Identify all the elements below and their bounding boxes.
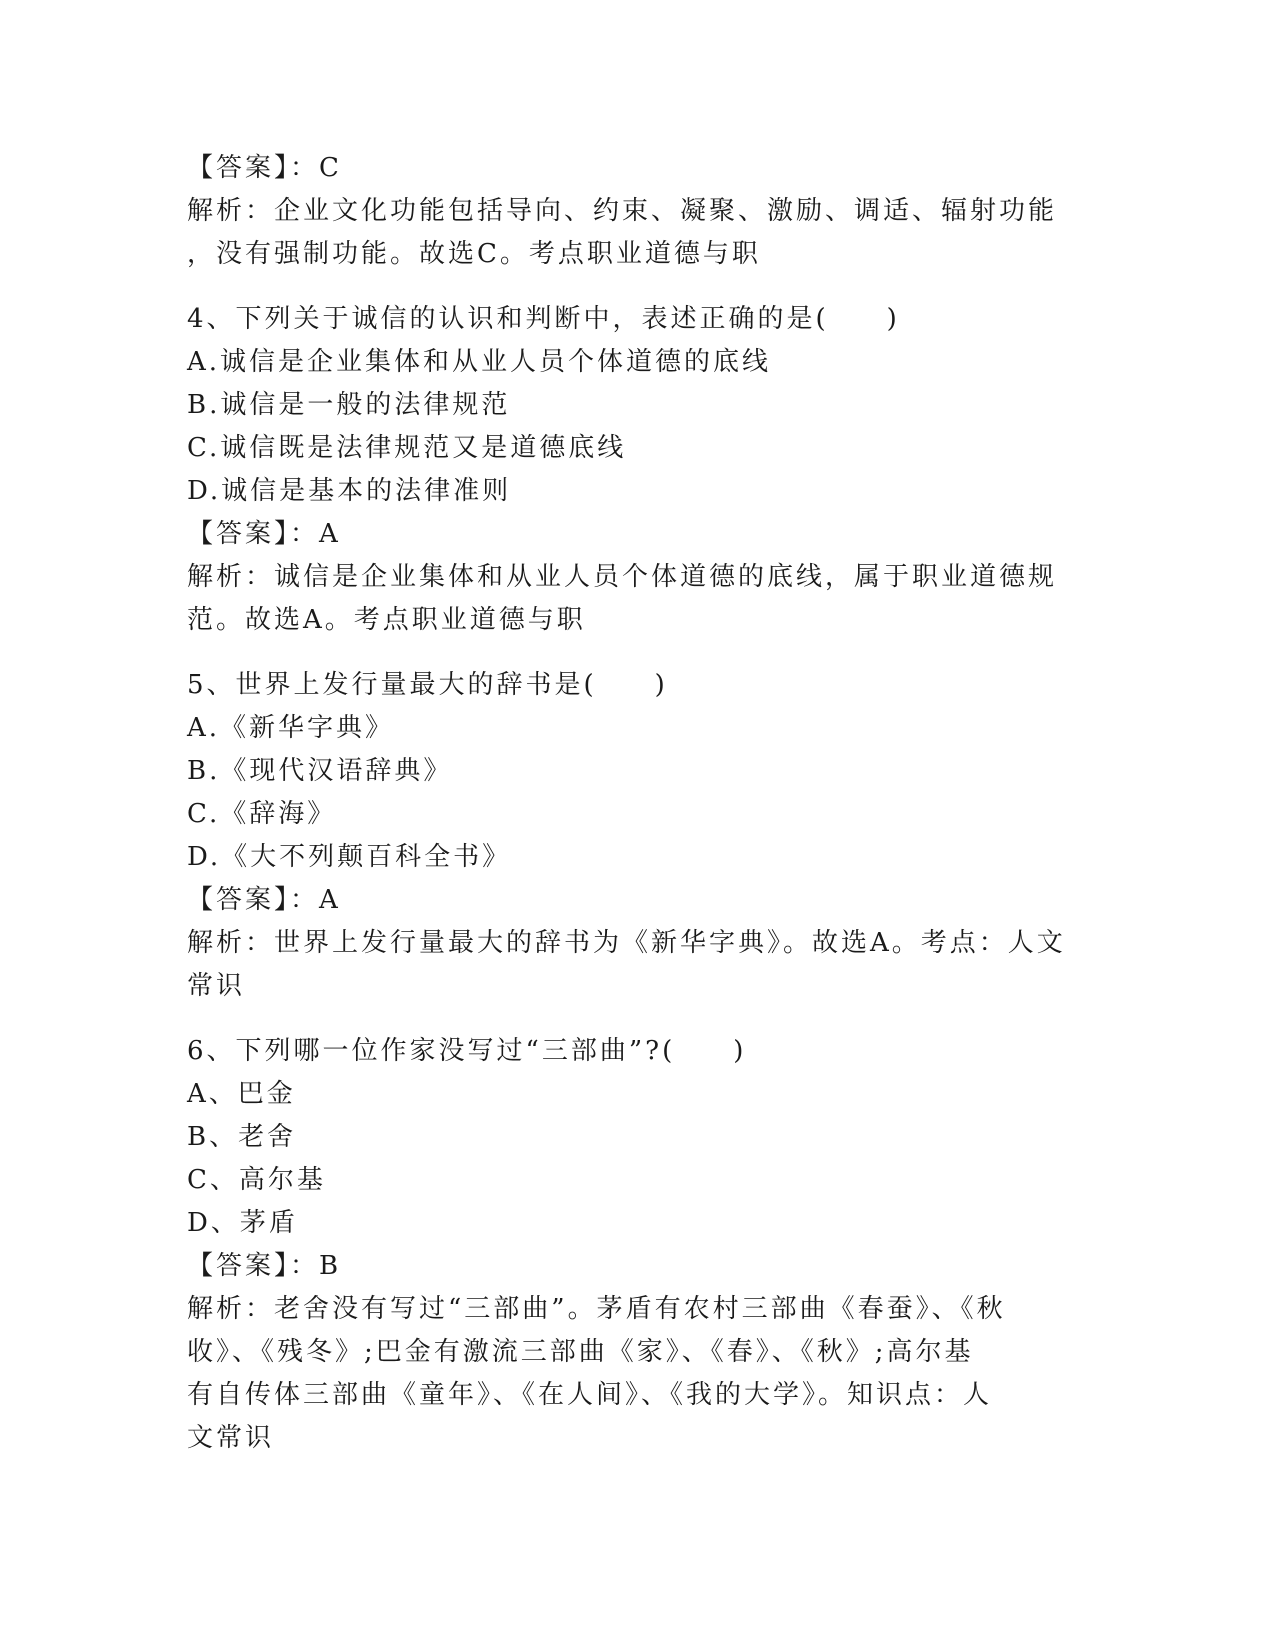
q6-explanation-line-2: 收》、《残冬》;巴金有激流三部曲《家》、《春》、《秋》;高尔基 bbox=[187, 1337, 974, 1367]
q5-answer-value: A bbox=[319, 885, 341, 915]
q6-explanation-line-4: 文常识 bbox=[187, 1423, 275, 1453]
q4-answer bbox=[187, 513, 1087, 556]
q5-option-c: C.《辞海》 bbox=[187, 799, 337, 829]
q3-answer bbox=[187, 147, 1087, 190]
q6-option-b: B、老舍 bbox=[187, 1122, 297, 1152]
q4-answer-prefix: 【答案】： bbox=[187, 519, 320, 549]
q4-answer-value: A bbox=[319, 519, 341, 549]
q4-explanation-line-2: 范。故选A。考点职业道德与职 bbox=[187, 605, 586, 635]
q5-option-d: D.《大不列颠百科全书》 bbox=[187, 842, 512, 872]
q6-stem: 6、下列哪一位作家没写过“三部曲”?( ) bbox=[187, 1036, 747, 1066]
q6-answer bbox=[187, 1245, 1087, 1288]
q4-option-c: C.诚信既是法律规范又是道德底线 bbox=[187, 433, 627, 463]
q5-explanation-line-1: 解析：世界上发行量最大的辞书为《新华字典》。故选A。考点：人文 bbox=[187, 928, 1066, 958]
q6-answer-value: B bbox=[319, 1251, 342, 1281]
q5-option-b: B.《现代汉语辞典》 bbox=[187, 756, 453, 786]
q4-option-d: D.诚信是基本的法律准则 bbox=[187, 476, 512, 506]
q6-explanation-line-3: 有自传体三部曲《童年》、《在人间》、《我的大学》。知识点：人 bbox=[187, 1380, 993, 1410]
q3-answer-prefix: 【答案】： bbox=[187, 153, 320, 183]
q6-explanation-line-1: 解析：老舍没有写过“三部曲”。茅盾有农村三部曲《春蚕》、《秋 bbox=[187, 1294, 1006, 1324]
q6-option-d: D、茅盾 bbox=[187, 1208, 298, 1238]
q6-option-c: C、高尔基 bbox=[187, 1165, 326, 1195]
q3-answer-value: C bbox=[319, 153, 342, 183]
q5-answer bbox=[187, 879, 1087, 922]
q3-explanation-line-1: 解析：企业文化功能包括导向、约束、凝聚、激励、调适、辐射功能 bbox=[187, 196, 1058, 226]
q4-option-b: B.诚信是一般的法律规范 bbox=[187, 390, 511, 420]
q4-stem: 4、下列关于诚信的认识和判断中，表述正确的是( ) bbox=[187, 304, 900, 334]
q4-explanation-line-1: 解析：诚信是企业集体和从业人员个体道德的底线，属于职业道德规 bbox=[187, 562, 1058, 592]
q4-option-a: A.诚信是企业集体和从业人员个体道德的底线 bbox=[187, 347, 772, 377]
q5-answer-prefix: 【答案】： bbox=[187, 885, 320, 915]
q5-option-a: A.《新华字典》 bbox=[187, 713, 395, 743]
q6-option-a: A、巴金 bbox=[187, 1079, 296, 1109]
q6-answer-prefix: 【答案】： bbox=[187, 1251, 320, 1281]
q5-explanation-line-2: 常识 bbox=[187, 971, 246, 1001]
document-page bbox=[187, 147, 1087, 1460]
q5-stem: 5、世界上发行量最大的辞书是( ) bbox=[187, 670, 668, 700]
q3-explanation-line-2: ，没有强制功能。故选C。考点职业道德与职 bbox=[187, 239, 761, 269]
